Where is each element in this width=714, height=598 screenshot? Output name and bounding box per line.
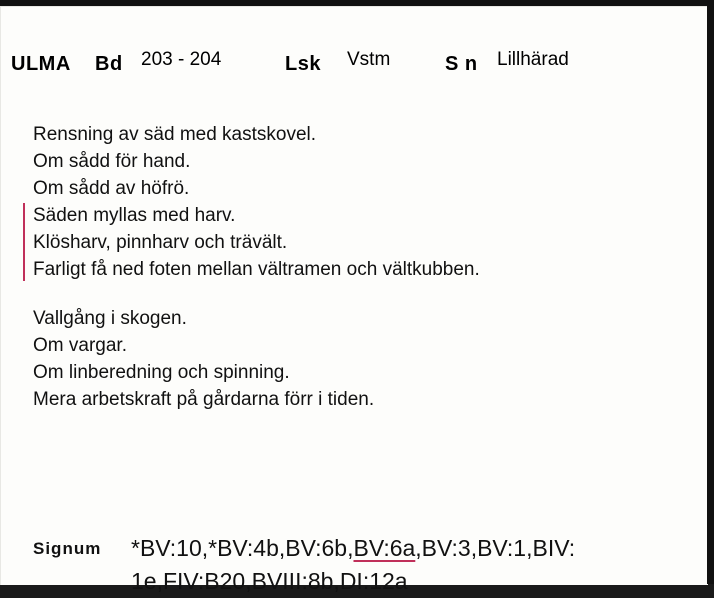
archive-card	[0, 6, 708, 594]
topic-line: Om sådd av höfrö.	[33, 178, 190, 199]
topic-line: Farligt få ned foten mellan vältramen och vältkubben.	[33, 259, 480, 280]
bd-label: Bd	[95, 53, 123, 75]
margin-mark	[23, 203, 25, 281]
bd-value: 203 - 204	[141, 49, 222, 70]
paragraph-gap	[33, 283, 693, 305]
sn-label: S n	[445, 53, 478, 75]
topic-line: Vallgång i skogen.	[33, 308, 187, 329]
topic-line: Mera arbetskraft på gårdarna förr i tiden.	[33, 389, 375, 410]
signum-underlined-code: BV:6a	[353, 535, 416, 561]
topic-line: Om vargar.	[33, 335, 127, 356]
topic-line: Om linberedning och spinning.	[33, 362, 290, 383]
lsk-label: Lsk	[285, 53, 321, 75]
topic-line: Klösharv, pinnharv och trävält.	[33, 232, 288, 253]
topic-list	[33, 121, 693, 413]
signum-codes	[131, 532, 691, 598]
signum-codes-part: *BV:10,*BV:4b,BV:6b,	[131, 535, 354, 561]
signum-label: Signum	[33, 539, 102, 558]
topic-line: Rensning av säd med kastskovel.	[33, 124, 317, 145]
sn-value: Lillhärad	[497, 49, 569, 70]
scan-border-right	[707, 0, 714, 584]
topic-line: Säden myllas med harv.	[33, 205, 236, 226]
ulma-label: ULMA	[11, 53, 71, 75]
lsk-value: Vstm	[347, 49, 391, 70]
signum-codes-part: ,BV:3,BV:1,BIV: 1e,FIV:B20,BVIII:8b,DI:12a	[131, 535, 576, 594]
card-header	[11, 45, 691, 75]
topic-line: Om sådd för hand.	[33, 151, 191, 172]
